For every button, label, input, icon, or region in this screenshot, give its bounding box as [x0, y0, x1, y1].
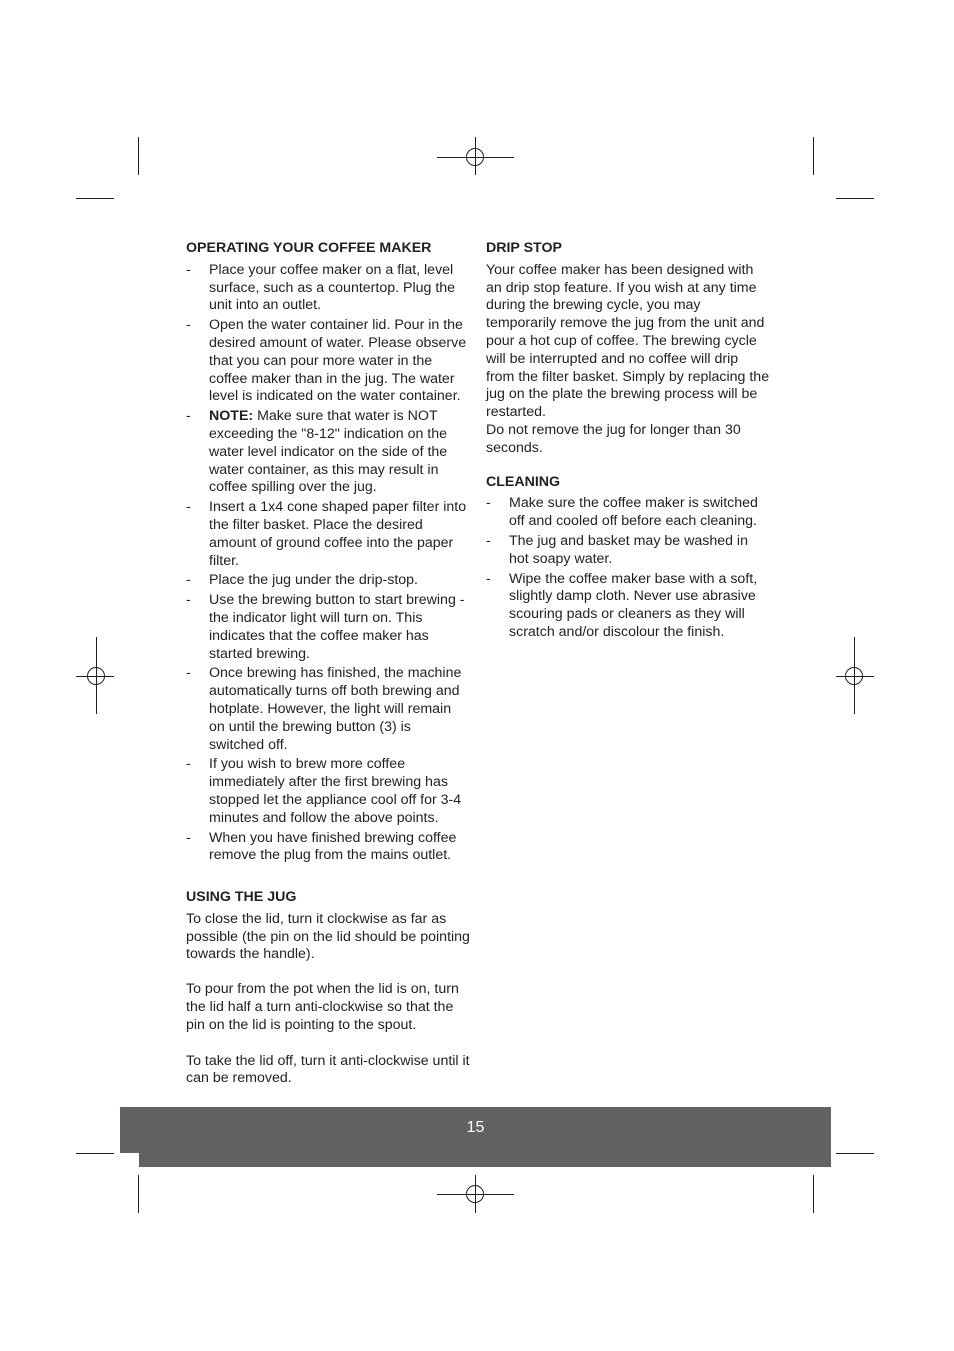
list-item: - Open the water container lid. Pour in the desired amount of water. Please observe that you can pour more water in the coffee maker than in the jug. The water level is indicated on the water container. — [186, 317, 470, 406]
using-the-jug-section — [186, 889, 470, 1088]
crop-mark — [138, 137, 139, 175]
list-item: - Place your coffee maker on a flat, level surface, such as a countertop. Plug the unit into an outlet. — [186, 262, 470, 315]
paragraph: Do not remove the jug for longer than 30 seconds. — [486, 421, 741, 456]
list-item: - Place the jug under the drip-stop. — [186, 572, 470, 590]
crop-mark — [138, 1175, 139, 1213]
paragraph: Your coffee maker has been designed with an drip stop feature. If you wish at any time during the brewing cycle, you may temporarily remove the jug from the unit and pour a hot cup of coffee. The brewing cycle will be interrupted and no coffee will drip from the filter basket. Simply by replacing the jug on the plate the brewing process will be restarted. — [486, 261, 770, 421]
paragraph: To pour from the pot when the lid is on, turn the lid half a turn anti-clockwise so that the pin on the lid is pointing to the spout. — [186, 981, 459, 1033]
crop-mark — [76, 1153, 114, 1154]
operating-list — [186, 262, 470, 865]
registration-mark-bottom-circle — [466, 1185, 484, 1203]
drip-stop-section — [486, 240, 770, 458]
list-item: - If you wish to brew more coffee immediately after the first brewing has stopped let the appliance cool off for 3-4 minutes and follow the above points. — [186, 756, 470, 827]
crop-mark — [76, 198, 114, 199]
list-item: - Make sure the coffee maker is switched off and cooled off before each cleaning. — [486, 495, 770, 531]
cleaning-list — [486, 495, 770, 641]
note-label: NOTE: — [209, 408, 254, 425]
operating-section — [186, 240, 470, 865]
footer-notch — [120, 1153, 139, 1167]
operating-heading: OPERATING YOUR COFFEE MAKER — [186, 240, 432, 256]
cleaning-section — [486, 474, 770, 642]
crop-mark — [813, 1175, 814, 1213]
cleaning-heading: CLEANING — [486, 473, 561, 490]
list-item: - Wipe the coffee maker base with a soft, slightly damp cloth. Never use abrasive scouring pads or cleaners as they will scratch and/or discolour the finish. — [486, 571, 770, 642]
paragraph: To close the lid, turn it clockwise as far as possible (the pin on the lid should be pointing towards the handle). — [186, 910, 470, 963]
left-column — [186, 240, 470, 1102]
footer-bar — [120, 1107, 831, 1167]
crop-mark — [813, 137, 814, 175]
registration-mark-top-circle — [466, 148, 484, 166]
registration-mark-right-circle — [845, 667, 863, 685]
list-item: - Use the brewing button to start brewing - the indicator light will turn on. This indicates that the coffee maker has started brewing. — [186, 592, 470, 663]
list-item: - When you have finished brewing coffee remove the plug from the mains outlet. — [186, 830, 470, 866]
right-column — [486, 240, 770, 656]
crop-mark — [836, 198, 874, 199]
paragraph: To take the lid off, turn it anti-clockwise until it can be removed. — [186, 1052, 470, 1087]
list-item: - NOTE: Make sure that water is NOT exceeding the "8-12" indication on the water level indicator on the side of the water container, as this may result in coffee spilling over the jug. — [186, 408, 470, 497]
registration-mark-left-circle — [87, 667, 105, 685]
list-item: - The jug and basket may be washed in hot soapy water. — [486, 533, 770, 569]
using-the-jug-heading: USING THE JUG — [186, 889, 297, 906]
drip-stop-heading: DRIP STOP — [486, 240, 562, 256]
list-item: - Once brewing has finished, the machine automatically turns off both brewing and hotplate. However, the light will remain on until the brewing button (3) is switched off. — [186, 665, 470, 754]
list-item: - Insert a 1x4 cone shaped paper filter into the filter basket. Place the desired amount of ground coffee into the paper filter. — [186, 499, 470, 570]
page-number: 15 — [466, 1119, 485, 1136]
crop-mark — [836, 1153, 874, 1154]
